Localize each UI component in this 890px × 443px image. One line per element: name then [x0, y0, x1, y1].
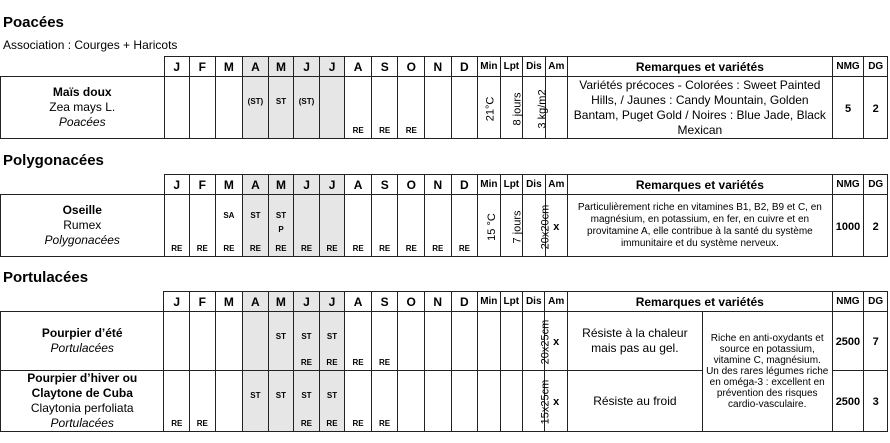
- month-cell: [371, 195, 398, 257]
- month-cell: [190, 312, 216, 371]
- month-code: ST: [250, 391, 261, 400]
- month-cell: [294, 371, 320, 432]
- month-header: A: [345, 292, 372, 312]
- plant-cell: [1, 195, 165, 257]
- header-dis: Dis: [523, 292, 545, 312]
- lpt-cell: [500, 77, 522, 139]
- month-header: J: [319, 292, 345, 312]
- month-cell: [164, 312, 190, 371]
- plant-row: [1, 195, 888, 257]
- plant-family: Polygonacées: [44, 233, 120, 247]
- table-portulacees: [0, 291, 888, 432]
- month-header: O: [398, 292, 425, 312]
- header-dis: Dis: [523, 57, 545, 77]
- plant-latin: Claytonia perfoliata: [30, 401, 134, 415]
- min-temp: 15 °C: [485, 212, 498, 241]
- month-code: ST: [275, 391, 287, 400]
- min-temp-cell: [478, 77, 500, 139]
- nmg-value: 5: [844, 102, 852, 115]
- month-cell: [164, 371, 190, 432]
- month-cell: [398, 312, 425, 371]
- header-nmg: NMG: [832, 175, 864, 195]
- dg-cell: [864, 312, 888, 371]
- month-cell: [451, 77, 478, 139]
- plant-row: [1, 312, 888, 371]
- month-code: RE: [458, 244, 470, 253]
- remarks-cell: [568, 195, 833, 257]
- nmg-cell: [832, 77, 864, 139]
- month-header: A: [243, 292, 269, 312]
- month-cell: [425, 195, 452, 257]
- month-code: RE: [405, 244, 417, 253]
- remarks-short: Résiste à la chaleur mais pas au gel.: [582, 326, 688, 355]
- dg-value: 2: [872, 102, 879, 115]
- month-header: J: [294, 57, 320, 77]
- month-cell: [215, 371, 243, 432]
- month-header: M: [268, 57, 294, 77]
- remarks-short: Résiste au froid: [593, 393, 677, 408]
- header-remarks: Remarques et variétés: [567, 292, 832, 312]
- month-header: N: [425, 57, 452, 77]
- month-header: J: [164, 57, 190, 77]
- month-header: N: [424, 292, 451, 312]
- month-header: S: [371, 175, 398, 195]
- month-code: RE: [352, 126, 364, 135]
- lpt-cell: [500, 312, 522, 371]
- month-code: RE: [171, 244, 183, 253]
- month-header: A: [243, 175, 269, 195]
- month-cell: [345, 77, 372, 139]
- plant-name: Oseille: [62, 203, 102, 217]
- month-cell: [294, 312, 320, 371]
- month-code: SA: [223, 211, 235, 220]
- month-code: RE: [432, 244, 444, 253]
- remarks-short-cell: [567, 312, 702, 371]
- month-code: RE: [300, 419, 313, 428]
- month-code: ST: [275, 332, 287, 341]
- nmg-value: 1000: [835, 220, 861, 233]
- month-cell: [451, 371, 478, 432]
- month-cell: [268, 371, 294, 432]
- header-blank: [1, 57, 165, 77]
- month-header: J: [164, 292, 190, 312]
- remarks-text: Variétés précoces - Colorées : Sweet Painted Hills, / Jaunes : Candy Mountain, Golden Bantam, Puget Gold / Noires : Blue Jade, Black Mexican: [573, 77, 826, 137]
- remarks-short-cell: [567, 371, 702, 432]
- plant-cell: [1, 371, 164, 432]
- month-code: RE: [300, 244, 313, 253]
- month-code: ST: [275, 97, 287, 106]
- month-cell: [345, 312, 372, 371]
- month-header: D: [451, 292, 478, 312]
- month-header: F: [190, 57, 216, 77]
- month-header: N: [425, 175, 452, 195]
- section-title-poacees: Poacées: [3, 14, 64, 31]
- month-header: J: [164, 175, 190, 195]
- header-blank: [1, 292, 164, 312]
- spacing: 3 kg/m2: [536, 88, 549, 129]
- header-min: Min: [478, 175, 500, 195]
- month-code: ST: [301, 332, 312, 341]
- month-code: ST: [250, 211, 261, 220]
- month-header: M: [215, 292, 243, 312]
- lpt-cell: [500, 195, 522, 257]
- month-cell: [243, 77, 269, 139]
- month-cell: [319, 312, 345, 371]
- month-header: F: [190, 175, 216, 195]
- spacing: 15x25cm: [539, 379, 552, 425]
- plant-cell: [1, 77, 165, 139]
- dg-value: 2: [872, 220, 879, 233]
- month-cell: [398, 371, 425, 432]
- dg-value: 3: [872, 396, 879, 408]
- month-code: RE: [379, 244, 391, 253]
- germination-time: 8 jours: [511, 91, 524, 126]
- header-row: [1, 292, 888, 312]
- month-code: (ST): [247, 97, 264, 106]
- table-polygonacees: [0, 174, 888, 257]
- table-poacees: [0, 56, 888, 139]
- am-value: x: [553, 336, 560, 348]
- month-code: RE: [326, 419, 338, 428]
- plant-family: Portulacées: [50, 341, 114, 355]
- dis-cell: [523, 77, 549, 139]
- lpt-cell: [500, 371, 522, 432]
- nmg-cell: [832, 195, 864, 257]
- header-blank: [1, 175, 165, 195]
- month-cell: [268, 312, 294, 371]
- month-cell: [294, 195, 320, 257]
- month-cell: [398, 195, 425, 257]
- remarks-cell: [568, 77, 833, 139]
- am-value: x: [553, 396, 560, 408]
- plant-name: Maïs doux: [52, 85, 112, 99]
- month-cell: [294, 77, 320, 139]
- month-header: J: [294, 175, 320, 195]
- month-header: O: [398, 57, 425, 77]
- spacing: 20x20cm: [539, 204, 552, 249]
- dg-cell: [864, 371, 888, 432]
- header-lpt: Lpt: [500, 175, 522, 195]
- month-cell: [243, 195, 269, 257]
- header-am: Am: [545, 292, 567, 312]
- dg-cell: [864, 77, 888, 139]
- header-row: [1, 175, 888, 195]
- nmg-value: 2500: [835, 336, 861, 348]
- shared-remarks: Riche en anti-oxydants et source en potassium, vitamine C, magnésium. Un des rares légumes riche en oméga-3 : excellent en prévention des risques cardio-vasculaire.: [706, 333, 829, 410]
- dg-cell: [864, 195, 888, 257]
- month-code: RE: [326, 358, 338, 367]
- plant-family: Portulacées: [50, 416, 114, 430]
- month-header: J: [319, 57, 345, 77]
- plant-name: Pourpier d’été: [41, 326, 123, 340]
- header-dg: DG: [864, 292, 888, 312]
- min-temp-cell: [478, 312, 500, 371]
- plant-name: Pourpier d’hiver ou Claytone de Cuba: [27, 371, 138, 400]
- nmg-cell: [832, 312, 864, 371]
- month-cell: [424, 312, 451, 371]
- month-code: ST: [275, 211, 287, 220]
- nmg-cell: [832, 371, 864, 432]
- month-code: RE: [352, 358, 364, 367]
- month-code: RE: [379, 419, 391, 428]
- nmg-value: 2500: [835, 396, 861, 408]
- month-cell: [319, 77, 345, 139]
- header-remarks: Remarques et variétés: [568, 57, 833, 77]
- month-cell: [371, 371, 398, 432]
- plant-latin: Rumex: [63, 218, 102, 232]
- month-code: RE: [275, 244, 287, 253]
- month-code: RE: [249, 244, 261, 253]
- month-code: (ST): [298, 97, 315, 106]
- min-temp-cell: [478, 371, 500, 432]
- shared-remarks-cell: [702, 312, 832, 432]
- month-code: RE: [300, 358, 313, 367]
- month-header: F: [190, 292, 216, 312]
- month-code: RE: [223, 244, 235, 253]
- header-lpt: Lpt: [500, 57, 522, 77]
- month-header: S: [371, 57, 398, 77]
- remarks-text: Particulièrement riche en vitamines B1, B2, B9 et C, en magnésium, en potassium, en fer, en cuivre et en provitamine A, elle contribue à la santé du système immunitaire et du système nerveux.: [577, 201, 822, 249]
- month-code: ST: [301, 391, 312, 400]
- month-cell: [190, 371, 216, 432]
- month-cell: [451, 312, 478, 371]
- header-am: Am: [545, 57, 567, 77]
- dg-value: 7: [872, 336, 879, 348]
- month-header: A: [345, 57, 372, 77]
- month-cell: [424, 371, 451, 432]
- dis-cell: [523, 312, 552, 371]
- month-header: O: [398, 175, 425, 195]
- month-cell: [164, 77, 190, 139]
- month-cell: [425, 77, 452, 139]
- plant-cell: [1, 312, 164, 371]
- month-header: J: [294, 292, 320, 312]
- month-cell: [164, 195, 190, 257]
- header-dis: Dis: [523, 175, 545, 195]
- association-note: Association : Courges + Haricots: [3, 38, 178, 52]
- min-temp-cell: [478, 195, 500, 257]
- min-temp: 21°C: [484, 96, 497, 121]
- dis-cell: [523, 371, 552, 432]
- month-header: J: [319, 175, 345, 195]
- month-code: ST: [326, 391, 338, 400]
- plant-row: [1, 77, 888, 139]
- month-header: A: [243, 57, 269, 77]
- header-dg: DG: [864, 175, 888, 195]
- header-am: Am: [545, 175, 567, 195]
- month-cell: [215, 195, 243, 257]
- header-dg: DG: [864, 57, 888, 77]
- month-cell: [243, 371, 269, 432]
- month-cell: [243, 312, 269, 371]
- header-nmg: NMG: [832, 57, 864, 77]
- month-cell: [268, 77, 294, 139]
- plant-latin: Zea mays L.: [49, 100, 116, 114]
- month-cell: [371, 312, 398, 371]
- month-code: ST: [326, 332, 338, 341]
- header-lpt: Lpt: [500, 292, 522, 312]
- month-cell: [398, 77, 425, 139]
- month-header: M: [268, 175, 294, 195]
- header-remarks: Remarques et variétés: [568, 175, 833, 195]
- month-header: M: [268, 292, 294, 312]
- month-code: P: [278, 225, 284, 234]
- month-cell: [215, 77, 243, 139]
- header-nmg: NMG: [832, 292, 864, 312]
- month-cell: [319, 195, 345, 257]
- month-code: RE: [171, 419, 183, 428]
- month-cell: [371, 77, 398, 139]
- month-code: RE: [196, 244, 208, 253]
- dis-cell: [523, 195, 552, 257]
- month-code: RE: [405, 126, 417, 135]
- month-cell: [268, 195, 294, 257]
- month-cell: [319, 371, 345, 432]
- plant-family: Poacées: [58, 115, 106, 129]
- month-code: RE: [379, 126, 391, 135]
- month-code: RE: [326, 244, 338, 253]
- month-code: RE: [379, 358, 391, 367]
- month-cell: [190, 77, 216, 139]
- month-cell: [345, 371, 372, 432]
- month-cell: [190, 195, 216, 257]
- month-code: RE: [352, 419, 364, 428]
- month-code: RE: [196, 419, 208, 428]
- germination-time: 7 jours: [511, 209, 524, 244]
- month-header: D: [451, 175, 478, 195]
- month-header: M: [215, 175, 243, 195]
- header-row: [1, 57, 888, 77]
- month-header: A: [345, 175, 372, 195]
- header-min: Min: [478, 57, 500, 77]
- header-min: Min: [478, 292, 500, 312]
- month-code: RE: [352, 244, 364, 253]
- spacing: 20x25cm: [539, 319, 552, 365]
- month-cell: [215, 312, 243, 371]
- month-header: S: [371, 292, 398, 312]
- month-header: D: [451, 57, 478, 77]
- month-cell: [345, 195, 372, 257]
- section-title-polygonacees: Polygonacées: [3, 152, 104, 169]
- month-cell: [451, 195, 478, 257]
- month-header: M: [215, 57, 243, 77]
- section-title-portulacees: Portulacées: [3, 269, 89, 286]
- am-value: x: [553, 220, 560, 233]
